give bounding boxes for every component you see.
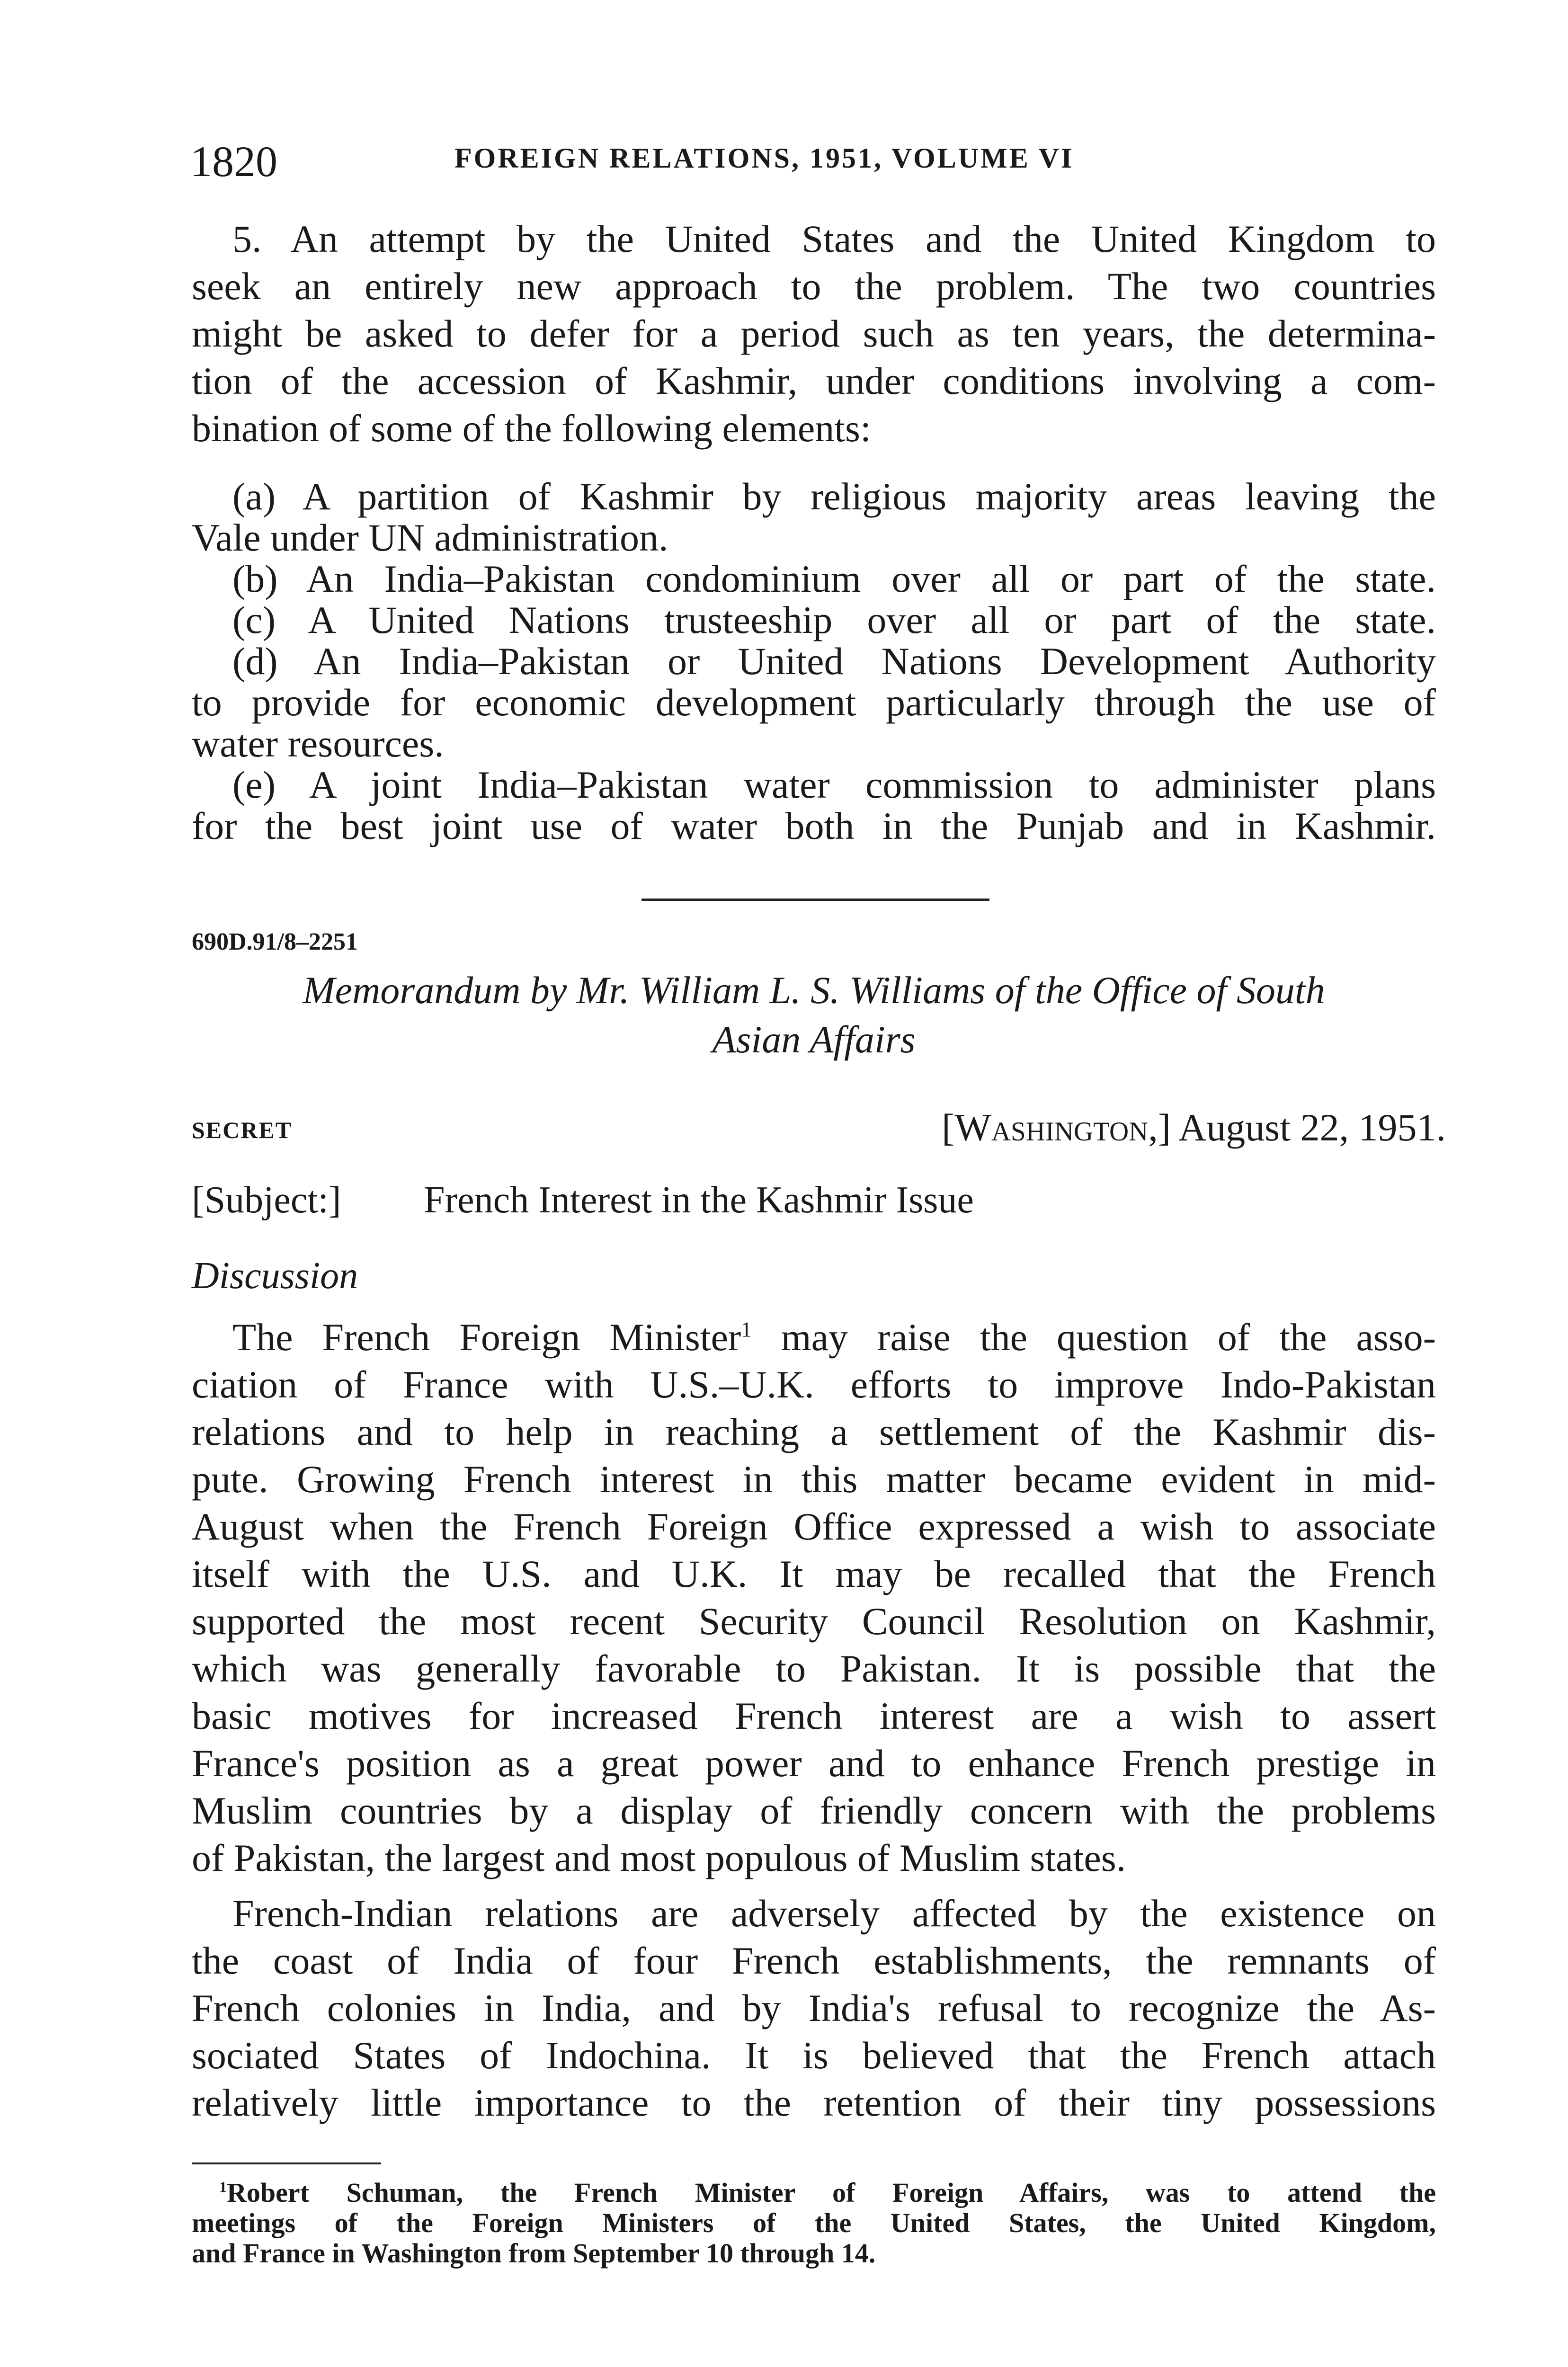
subject-text: French Interest in the Kashmir Issue bbox=[424, 1179, 974, 1221]
text-line: 5. An attempt by the United States and the United Kingdom to bbox=[232, 217, 1436, 260]
text-line: Vale under UN administration. bbox=[192, 516, 668, 559]
running-head: FOREIGN RELATIONS, 1951, VOLUME VI bbox=[454, 142, 1074, 174]
text-line bbox=[192, 2178, 1436, 2208]
text-run: Robert Schuman, the French Minister of Foreign Affairs, was to attend the bbox=[226, 2177, 1436, 2208]
text-line: for the best joint use of water both in the Punjab and in Kashmir. bbox=[192, 804, 1436, 847]
subitem-b: (b) An India–Pakistan condominium over all or part of the state. bbox=[232, 557, 1436, 600]
text-line: might be asked to defer for a period such as ten years, the determina- bbox=[192, 312, 1436, 355]
subitem-e: (e) A joint India–Pakistan water commission to administer plans bbox=[232, 763, 1436, 806]
footnote-divider bbox=[192, 2162, 381, 2164]
text-line: of Pakistan, the largest and most populous of Muslim states. bbox=[192, 1836, 1126, 1879]
item-5-paragraph bbox=[192, 215, 1436, 452]
classification: SECRET bbox=[192, 1117, 293, 1143]
file-reference: 690D.91/8–2251 bbox=[192, 928, 358, 955]
text-line: itself with the U.S. and U.K. It may be recalled that the French bbox=[192, 1552, 1436, 1595]
item-5-subitems bbox=[192, 476, 1436, 846]
subitem-c: (c) A United Nations trusteeship over all or part of the state. bbox=[232, 598, 1436, 641]
discussion-paragraph-1 bbox=[192, 1314, 1436, 1882]
text-line: sociated States of Indochina. It is believed that the French attach bbox=[192, 2034, 1436, 2077]
title-line: Memorandum by Mr. William L. S. Williams of the Office of South bbox=[303, 969, 1325, 1012]
text-line bbox=[192, 1314, 1436, 1361]
text-line: to provide for economic development particularly through the use of bbox=[192, 681, 1436, 724]
text-line: tion of the accession of Kashmir, under conditions involving a com- bbox=[192, 359, 1436, 402]
text-line: the coast of India of four French establishments, the remnants of bbox=[192, 1939, 1436, 1982]
text-line: Muslim countries by a display of friendly concern with the problems bbox=[192, 1789, 1436, 1832]
dateline bbox=[942, 1105, 1446, 1150]
text-line: supported the most recent Security Council Resolution on Kashmir, bbox=[192, 1600, 1436, 1643]
text-line: pute. Growing French interest in this matter became evident in mid- bbox=[192, 1458, 1436, 1501]
dateline-bracket: [ bbox=[942, 1106, 955, 1149]
text-line: French colonies in India, and by India's refusal to recognize the As- bbox=[192, 1986, 1436, 2029]
text-line: water resources. bbox=[192, 722, 444, 765]
subject-label: [Subject:] bbox=[192, 1179, 341, 1221]
subitem-d: (d) An India–Pakistan or United Nations Development Authority bbox=[232, 640, 1436, 683]
text-run: The French Foreign Minister bbox=[232, 1316, 741, 1359]
text-line: France's position as a great power and to enhance French prestige in bbox=[192, 1742, 1436, 1785]
title-line: Asian Affairs bbox=[712, 1018, 916, 1061]
text-line: bination of some of the following elements: bbox=[192, 407, 871, 450]
text-line: ciation of France with U.S.–U.K. efforts to improve Indo-Pakistan bbox=[192, 1363, 1436, 1406]
text-line: August when the French Foreign Office expressed a wish to associate bbox=[192, 1505, 1436, 1548]
page-number: 1820 bbox=[190, 137, 277, 186]
dateline-date: August 22, 1951. bbox=[1178, 1106, 1446, 1149]
text-line: meetings of the Foreign Ministers of the United States, the United Kingdom, bbox=[192, 2207, 1436, 2238]
dateline-bracket: ,] bbox=[1148, 1106, 1171, 1149]
text-line: seek an entirely new approach to the problem. The two countries bbox=[192, 265, 1436, 308]
section-heading: Discussion bbox=[192, 1255, 358, 1297]
text-line: relations and to help in reaching a settlement of the Kashmir dis- bbox=[192, 1410, 1436, 1453]
footnote-marker: 1 bbox=[741, 1317, 752, 1342]
text-run: may raise the question of the asso- bbox=[751, 1316, 1436, 1359]
subitem-a: (a) A partition of Kashmir by religious majority areas leaving the bbox=[232, 475, 1436, 518]
text-line: and France in Washington from September 10 through 14. bbox=[192, 2238, 876, 2269]
text-line: relatively little importance to the retention of their tiny possessions bbox=[192, 2081, 1436, 2124]
memorandum-title bbox=[192, 966, 1436, 1064]
section-divider bbox=[641, 899, 989, 901]
text-line: French-Indian relations are adversely affected by the existence on bbox=[232, 1892, 1436, 1935]
footnote bbox=[192, 2178, 1436, 2269]
dateline-place: Washington bbox=[954, 1106, 1149, 1149]
text-line: basic motives for increased French interest are a wish to assert bbox=[192, 1694, 1436, 1737]
discussion-paragraph-2 bbox=[192, 1890, 1436, 2127]
footnote-marker: 1 bbox=[219, 2179, 227, 2196]
text-line: which was generally favorable to Pakistan. It is possible that the bbox=[192, 1647, 1436, 1690]
